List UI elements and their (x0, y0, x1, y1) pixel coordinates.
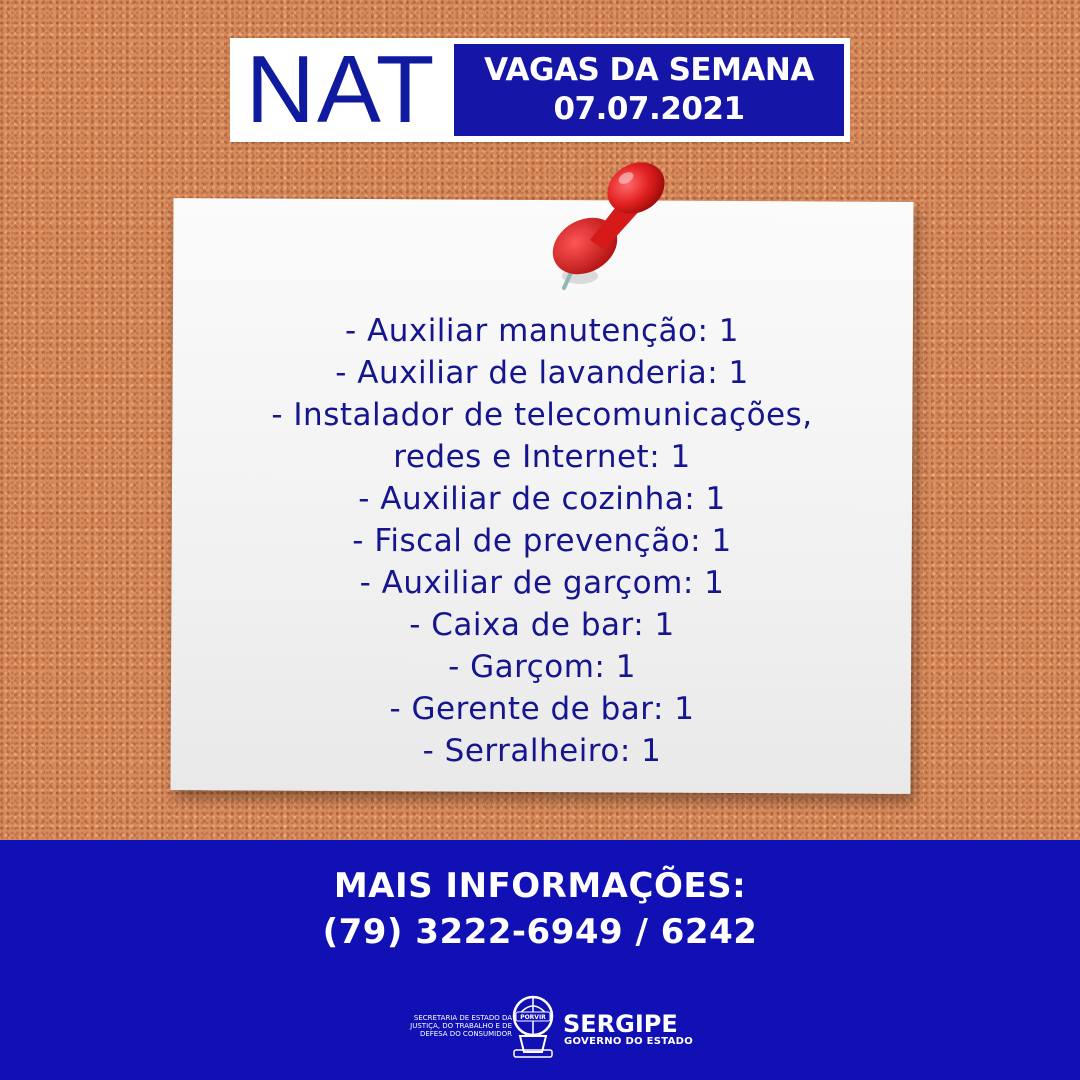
job-item: - Auxiliar de cozinha: 1 (358, 481, 726, 517)
crest-label: PORVIR (520, 1014, 546, 1021)
secretaria-text (392, 1014, 512, 1038)
state-name: SERGIPE (563, 1010, 678, 1038)
vagas-date: 07.07.2021 (553, 91, 745, 127)
job-item: - Garçom: 1 (448, 649, 636, 685)
job-item: redes e Internet: 1 (393, 439, 691, 475)
push-pin-icon (540, 148, 680, 298)
job-list (172, 310, 912, 772)
job-item: - Fiscal de prevenção: 1 (352, 523, 732, 559)
secretaria-line: JUSTIÇA, DO TRABALHO E DE (410, 1022, 512, 1030)
job-item: - Auxiliar de lavanderia: 1 (335, 355, 749, 391)
header-banner (230, 38, 850, 142)
vagas-title: VAGAS DA SEMANA (484, 52, 814, 89)
info-phone: (79) 3222-6949 / 6242 (322, 912, 758, 952)
secretaria-line: SECRETARIA DE ESTADO DA (413, 1014, 512, 1022)
job-item: - Serralheiro: 1 (422, 733, 662, 769)
job-item: - Instalador de telecomunicações, (271, 397, 813, 433)
job-item: - Auxiliar de garçom: 1 (359, 565, 725, 601)
vagas-title-box (454, 44, 844, 136)
nat-logo: NAT (245, 36, 437, 143)
state-subtitle: GOVERNO DO ESTADO (564, 1036, 694, 1047)
job-item: - Caixa de bar: 1 (409, 607, 675, 643)
government-logo (0, 992, 1080, 1062)
job-item: - Gerente de bar: 1 (389, 691, 695, 727)
job-item: - Auxiliar manutenção: 1 (344, 313, 740, 349)
secretaria-line: DEFESA DO CONSUMIDOR (419, 1030, 512, 1038)
info-title: MAIS INFORMAÇÕES: (333, 866, 747, 906)
coat-of-arms-icon (510, 994, 556, 1060)
